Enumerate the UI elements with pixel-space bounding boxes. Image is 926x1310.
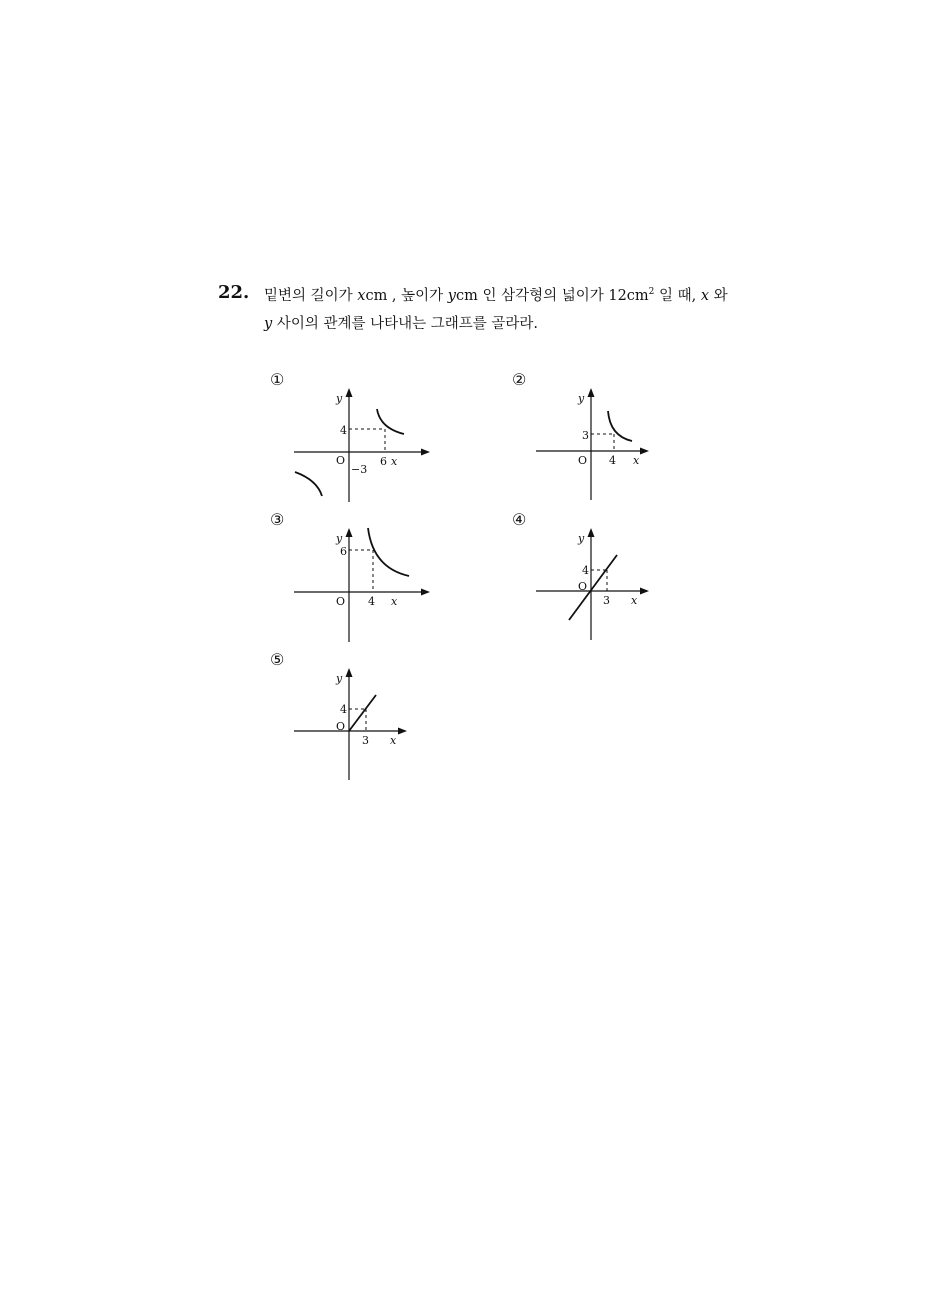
graph-3 [288, 516, 438, 646]
curve-q3 [295, 472, 322, 496]
y-axis-label: y [578, 532, 585, 545]
text-part: 밑변의 길이가 [264, 288, 358, 304]
origin-label: O [336, 720, 346, 733]
y-tick-label: 3 [582, 429, 589, 442]
y-arrow [346, 388, 353, 397]
y-arrow [346, 668, 353, 677]
x-arrow [640, 448, 649, 455]
var-y: y [264, 316, 273, 332]
origin-label: O [578, 580, 588, 593]
problem-text-line1 [264, 284, 728, 305]
problem-text-line2 [264, 312, 538, 333]
y-axis-label: y [336, 532, 343, 545]
y-arrow [588, 388, 595, 397]
curve-q1 [368, 528, 409, 576]
y-tick-label: 6 [340, 545, 347, 558]
choice-marker: ③ [270, 510, 285, 529]
x-tick-label: 3 [362, 734, 369, 747]
y-tick-label: 4 [340, 703, 347, 716]
origin-label: O [336, 595, 346, 608]
y-axis-label: y [336, 672, 343, 685]
x-tick-label: 4 [368, 595, 375, 608]
choice-marker: ① [270, 370, 285, 389]
choice-marker: ④ [512, 510, 527, 529]
x-arrow [421, 589, 430, 596]
origin-label: O [336, 454, 346, 467]
y-arrow [346, 528, 353, 537]
x-axis-label: x [391, 455, 398, 468]
x-tick-label: 4 [609, 454, 616, 467]
x-arrow [421, 449, 430, 456]
x-arrow [640, 588, 649, 595]
neg-label: −3 [351, 463, 368, 476]
text-part: cm , 높이가 [365, 288, 448, 304]
var-x: x [700, 288, 710, 304]
y-tick-label: 4 [582, 564, 589, 577]
var-y: y [447, 288, 456, 304]
var-x: x [357, 288, 366, 304]
origin-label: O [578, 454, 588, 467]
curve-q1 [377, 409, 404, 434]
x-axis-label: x [631, 594, 638, 607]
text-part: 사이의 관계를 나타내는 그래프를 골라라. [272, 316, 538, 332]
problem-number: 22. [218, 282, 250, 303]
text-part: 와 [709, 288, 728, 304]
y-tick-label: 4 [340, 424, 347, 437]
x-axis-label: x [390, 734, 397, 747]
x-tick-label: 6 [380, 455, 387, 468]
graph-1 [288, 376, 438, 506]
graph-4 [530, 516, 680, 646]
y-axis-label: y [578, 392, 585, 405]
x-axis-label: x [391, 595, 398, 608]
text-part: cm 인 삼각형의 넓이가 12cm [455, 288, 649, 304]
y-axis-label: y [336, 392, 343, 405]
choice-marker: ② [512, 370, 527, 389]
text-part: 일 때, [654, 288, 701, 304]
x-axis-label: x [633, 454, 640, 467]
x-tick-label: 3 [603, 594, 610, 607]
curve-q1 [608, 411, 632, 441]
graph-5 [288, 656, 438, 786]
y-arrow [588, 528, 595, 537]
superscript: 2 [648, 287, 655, 298]
graph-2 [530, 376, 680, 506]
line-graph [349, 695, 376, 731]
choice-marker: ⑤ [270, 650, 285, 669]
line-graph [569, 555, 617, 620]
x-arrow [398, 728, 407, 735]
